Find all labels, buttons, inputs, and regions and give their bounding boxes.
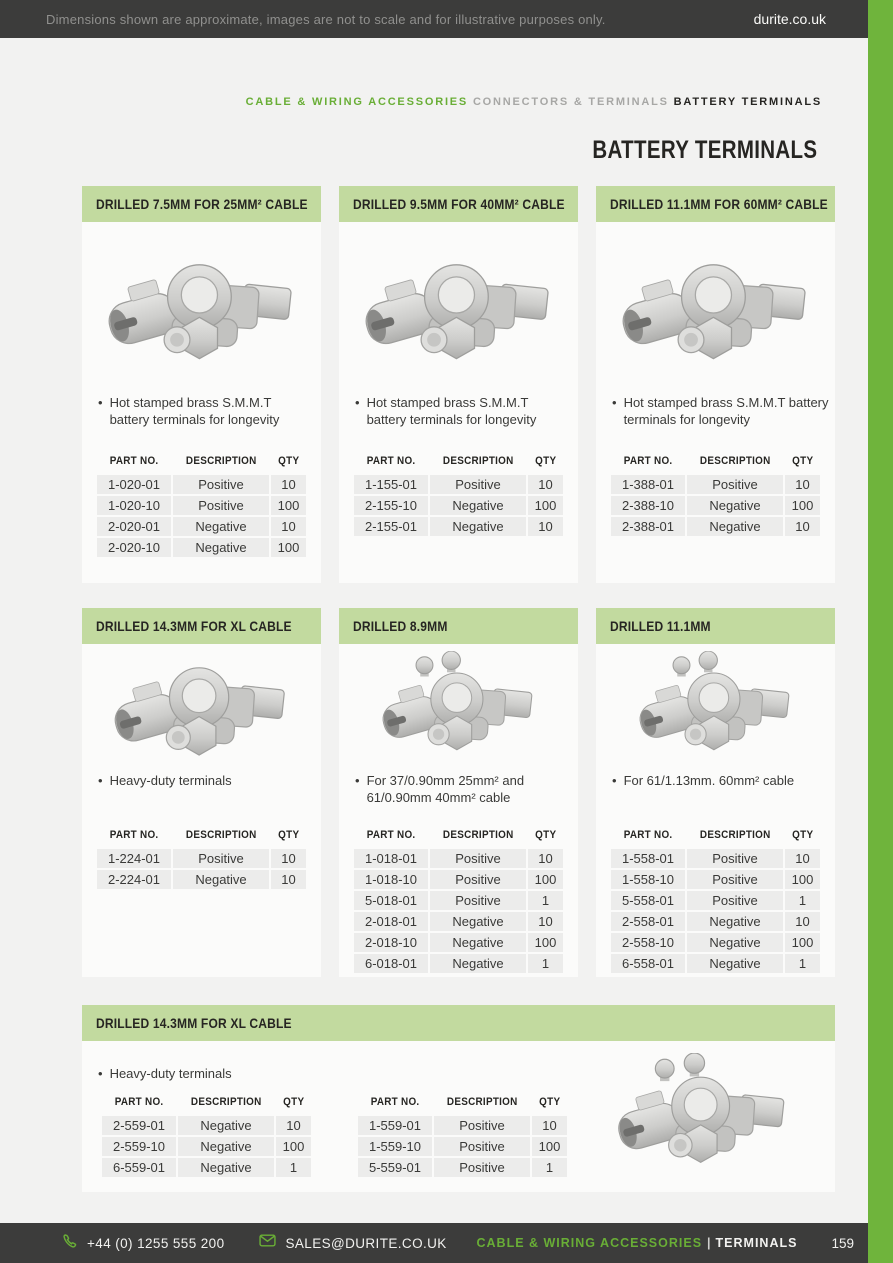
table-cell: 100 [785, 496, 820, 515]
card-header [339, 186, 578, 222]
table-cell: 1-559-10 [358, 1137, 432, 1156]
col-description: DESCRIPTION [442, 829, 514, 841]
breadcrumb-subsection: CONNECTORS & TERMINALS [472, 96, 669, 108]
table-cell: Positive [434, 1116, 530, 1135]
table-cell: 6-559-01 [102, 1158, 176, 1177]
product-image [339, 228, 578, 386]
table-cell: Positive [173, 849, 269, 868]
table-row [354, 954, 563, 973]
col-qty: QTY [791, 455, 814, 467]
footer-section: CABLE & WIRING ACCESSORIES [476, 1236, 703, 1250]
product-card-drilled-9-5mm [339, 186, 578, 583]
table-cell: 100 [276, 1137, 311, 1156]
table-cell: Negative [430, 933, 526, 952]
table-cell: 100 [785, 933, 820, 952]
card-header [339, 608, 578, 644]
product-image [596, 228, 835, 386]
table-header-row [97, 822, 306, 847]
table-cell: 6-018-01 [354, 954, 428, 973]
table-cell: 2-018-10 [354, 933, 428, 952]
table-cell: 10 [532, 1116, 567, 1135]
feature-bullet [82, 394, 321, 438]
breadcrumb-current: BATTERY TERMINALS [673, 96, 822, 108]
card-header [82, 1005, 835, 1041]
bullet-dot: • [612, 395, 617, 410]
table-row [354, 912, 563, 931]
table-cell: Negative [687, 912, 783, 931]
card-header [596, 608, 835, 644]
table-row [354, 933, 563, 952]
product-card-drilled-8-9mm [339, 608, 578, 977]
bullet-dot: • [355, 395, 360, 410]
table-cell: 10 [271, 475, 306, 494]
feature-bullet [339, 394, 578, 438]
col-part-no: PART NO. [623, 455, 673, 467]
bullet-dot: • [355, 773, 360, 788]
table-cell: Positive [430, 891, 526, 910]
table-cell: Negative [178, 1116, 274, 1135]
table-row [354, 475, 563, 494]
col-part-no: PART NO. [623, 829, 673, 841]
table-cell: Positive [687, 475, 783, 494]
footer-email-group [259, 1234, 446, 1252]
table-cell: 1-558-01 [611, 849, 685, 868]
table-cell: 10 [785, 912, 820, 931]
battery-terminal-illustration [635, 651, 797, 764]
table-row [97, 538, 306, 557]
table-cell: 2-388-01 [611, 517, 685, 536]
product-image [339, 648, 578, 766]
product-image [82, 228, 321, 386]
product-image [613, 1053, 793, 1183]
table-cell: 1 [785, 954, 820, 973]
table-cell: Negative [178, 1137, 274, 1156]
table-cell: 2-224-01 [97, 870, 171, 889]
table-row [358, 1116, 567, 1135]
table-cell: 1-155-01 [354, 475, 428, 494]
bullet-text: Hot stamped brass S.M.M.T battery terminals for longevity [109, 395, 280, 428]
parts-table [352, 446, 565, 538]
card-title: DRILLED 9.5MM FOR 40MM² CABLE [353, 196, 565, 212]
table-row [611, 933, 820, 952]
table-row [97, 870, 306, 889]
table-cell: 100 [528, 870, 563, 889]
table-cell: Negative [178, 1158, 274, 1177]
feature-bullet [596, 394, 835, 438]
parts-table [352, 820, 565, 975]
top-bar [0, 0, 893, 38]
bullet-text: Hot stamped brass S.M.M.T battery terminals for longevity [623, 395, 829, 428]
table-cell: 10 [528, 912, 563, 931]
table-row [354, 849, 563, 868]
col-description: DESCRIPTION [699, 455, 771, 467]
table-row [358, 1158, 567, 1177]
table-cell: 2-388-10 [611, 496, 685, 515]
envelope-icon [259, 1234, 276, 1252]
table-cell: Positive [430, 870, 526, 889]
col-qty: QTY [277, 829, 300, 841]
bullet-dot: • [98, 395, 103, 410]
table-cell: 100 [528, 933, 563, 952]
table-row [102, 1137, 311, 1156]
col-qty: QTY [282, 1096, 305, 1108]
table-cell: Negative [173, 870, 269, 889]
table-cell: 2-020-01 [97, 517, 171, 536]
table-cell: 1 [532, 1158, 567, 1177]
col-description: DESCRIPTION [190, 1096, 262, 1108]
table-cell: 10 [271, 517, 306, 536]
table-row [354, 517, 563, 536]
table-cell: Positive [687, 849, 783, 868]
table-cell: Negative [430, 496, 526, 515]
product-card-drilled-11-1mm-60mm [596, 186, 835, 583]
battery-terminal-illustration [617, 237, 815, 377]
bullet-text: Heavy-duty terminals [109, 1066, 232, 1081]
table-cell: Positive [173, 496, 269, 515]
phone-icon [62, 1233, 78, 1254]
email-address[interactable]: SALES@DURITE.CO.UK [285, 1235, 447, 1251]
table-cell: Negative [173, 517, 269, 536]
table-cell: Positive [430, 475, 526, 494]
edge-accent-stripe [868, 0, 893, 1263]
product-card-drilled-14-3mm-xl-wide [82, 1005, 835, 1192]
col-qty: QTY [534, 455, 557, 467]
table-cell: Negative [687, 496, 783, 515]
table-row [97, 475, 306, 494]
col-part-no: PART NO. [366, 829, 416, 841]
table-cell: 2-020-10 [97, 538, 171, 557]
table-cell: 100 [532, 1137, 567, 1156]
table-cell: 100 [271, 538, 306, 557]
table-cell: 1 [785, 891, 820, 910]
col-part-no: PART NO. [366, 455, 416, 467]
bullet-dot: • [612, 773, 617, 788]
table-header-row [102, 1089, 311, 1114]
table-cell: 5-558-01 [611, 891, 685, 910]
bullet-dot: • [98, 1066, 103, 1081]
table-cell: Negative [687, 933, 783, 952]
col-description: DESCRIPTION [699, 829, 771, 841]
battery-terminal-illustration [109, 643, 294, 771]
table-row [358, 1137, 567, 1156]
table-cell: Negative [173, 538, 269, 557]
table-cell: 1-559-01 [358, 1116, 432, 1135]
battery-terminal-illustration [378, 651, 540, 764]
breadcrumb [246, 96, 822, 108]
battery-terminal-illustration [360, 237, 558, 377]
card-title: DRILLED 11.1MM [610, 618, 711, 634]
parts-table [609, 820, 822, 975]
bullet-dot: • [98, 773, 103, 788]
table-cell: 2-559-10 [102, 1137, 176, 1156]
table-row [97, 517, 306, 536]
col-qty: QTY [277, 455, 300, 467]
col-description: DESCRIPTION [185, 455, 257, 467]
col-description: DESCRIPTION [446, 1096, 518, 1108]
card-title: DRILLED 8.9MM [353, 618, 448, 634]
table-row [611, 891, 820, 910]
table-row [611, 496, 820, 515]
table-row [354, 870, 563, 889]
parts-table [95, 446, 308, 559]
table-cell: Positive [173, 475, 269, 494]
table-cell: Positive [687, 870, 783, 889]
table-cell: 1 [528, 954, 563, 973]
card-header [82, 608, 321, 644]
table-cell: Positive [687, 891, 783, 910]
table-cell: Positive [434, 1158, 530, 1177]
table-cell: 10 [785, 475, 820, 494]
product-image [82, 648, 321, 766]
table-cell: 2-559-01 [102, 1116, 176, 1135]
battery-terminal-illustration [613, 1053, 793, 1178]
footer-section-label [476, 1236, 854, 1251]
table-row [611, 912, 820, 931]
card-header [82, 186, 321, 222]
table-cell: 10 [271, 870, 306, 889]
col-part-no: PART NO. [114, 1096, 164, 1108]
col-description: DESCRIPTION [185, 829, 257, 841]
bullet-text: Heavy-duty terminals [109, 773, 232, 788]
bullet-text: Hot stamped brass S.M.M.T battery terminals for longevity [366, 395, 537, 428]
table-cell: 10 [276, 1116, 311, 1135]
footer-contact [62, 1233, 447, 1254]
footer-bar [0, 1223, 893, 1263]
card-title: DRILLED 14.3MM FOR XL CABLE [96, 1015, 292, 1031]
parts-table [609, 446, 822, 538]
table-header-row [354, 448, 563, 473]
table-cell: Negative [687, 517, 783, 536]
table-row [97, 849, 306, 868]
table-cell: 1-020-01 [97, 475, 171, 494]
feature-bullet [82, 772, 321, 812]
product-image [596, 648, 835, 766]
table-cell: 1-020-10 [97, 496, 171, 515]
table-header-row [358, 1089, 567, 1114]
table-cell: 5-018-01 [354, 891, 428, 910]
footer-subsection: TERMINALS [715, 1236, 798, 1250]
table-cell: 10 [528, 475, 563, 494]
table-cell: 5-559-01 [358, 1158, 432, 1177]
page-title: BATTERY TERMINALS [591, 136, 817, 164]
table-cell: Negative [430, 954, 526, 973]
parts-table [95, 820, 308, 891]
card-title: DRILLED 11.1MM FOR 60MM² CABLE [610, 196, 828, 212]
col-qty: QTY [538, 1096, 561, 1108]
table-cell: 100 [785, 870, 820, 889]
table-cell: 1 [276, 1158, 311, 1177]
table-cell: 2-558-01 [611, 912, 685, 931]
table-header-row [611, 448, 820, 473]
table-cell: 6-558-01 [611, 954, 685, 973]
bullet-text: For 37/0.90mm 25mm² and 61/0.90mm 40mm² cable [366, 773, 525, 806]
table-header-row [611, 822, 820, 847]
page-number: 159 [831, 1235, 854, 1251]
table-row [611, 475, 820, 494]
table-cell: Negative [430, 517, 526, 536]
table-cell: 1 [528, 891, 563, 910]
table-cell: 1-224-01 [97, 849, 171, 868]
table-row [611, 517, 820, 536]
phone-number[interactable]: +44 (0) 1255 555 200 [87, 1235, 225, 1251]
table-cell: 10 [528, 849, 563, 868]
table-cell: 10 [785, 517, 820, 536]
product-card-drilled-11-1mm [596, 608, 835, 977]
table-cell: 1-018-10 [354, 870, 428, 889]
feature-bullet [596, 772, 835, 812]
battery-terminal-illustration [103, 237, 301, 377]
card-header [596, 186, 835, 222]
disclaimer-text: Dimensions shown are approximate, images are not to scale and for illustrative purposes only. [46, 11, 606, 27]
table-row [611, 954, 820, 973]
website-link[interactable]: durite.co.uk [753, 11, 826, 27]
table-cell: Positive [430, 849, 526, 868]
table-cell: Negative [687, 954, 783, 973]
table-cell: 1-558-10 [611, 870, 685, 889]
table-cell: 10 [785, 849, 820, 868]
table-cell: Negative [430, 912, 526, 931]
table-cell: 2-155-01 [354, 517, 428, 536]
table-row [102, 1116, 311, 1135]
card-title: DRILLED 14.3MM FOR XL CABLE [96, 618, 292, 634]
product-card-drilled-14-3mm-xl [82, 608, 321, 977]
bullet-text: For 61/1.13mm. 60mm² cable [623, 773, 795, 788]
table-cell: 100 [528, 496, 563, 515]
card-title: DRILLED 7.5MM FOR 25MM² CABLE [96, 196, 308, 212]
table-cell: 1-388-01 [611, 475, 685, 494]
table-row [611, 849, 820, 868]
col-part-no: PART NO. [109, 829, 159, 841]
parts-table-positive [356, 1087, 569, 1179]
table-cell: Positive [434, 1137, 530, 1156]
table-cell: 100 [271, 496, 306, 515]
table-row [354, 891, 563, 910]
table-header-row [354, 822, 563, 847]
col-part-no: PART NO. [109, 455, 159, 467]
table-header-row [97, 448, 306, 473]
col-part-no: PART NO. [370, 1096, 420, 1108]
footer-divider: | [707, 1236, 711, 1250]
feature-bullet [339, 772, 578, 812]
table-cell: 10 [528, 517, 563, 536]
table-row [97, 496, 306, 515]
table-cell: 1-018-01 [354, 849, 428, 868]
table-cell: 2-018-01 [354, 912, 428, 931]
table-row [354, 496, 563, 515]
parts-table-negative [100, 1087, 313, 1179]
table-cell: 2-558-10 [611, 933, 685, 952]
col-qty: QTY [534, 829, 557, 841]
col-description: DESCRIPTION [442, 455, 514, 467]
breadcrumb-section: CABLE & WIRING ACCESSORIES [245, 96, 469, 108]
table-row [611, 870, 820, 889]
table-cell: 2-155-10 [354, 496, 428, 515]
col-qty: QTY [791, 829, 814, 841]
product-card-drilled-7-5mm [82, 186, 321, 583]
table-row [102, 1158, 311, 1177]
table-cell: 10 [271, 849, 306, 868]
